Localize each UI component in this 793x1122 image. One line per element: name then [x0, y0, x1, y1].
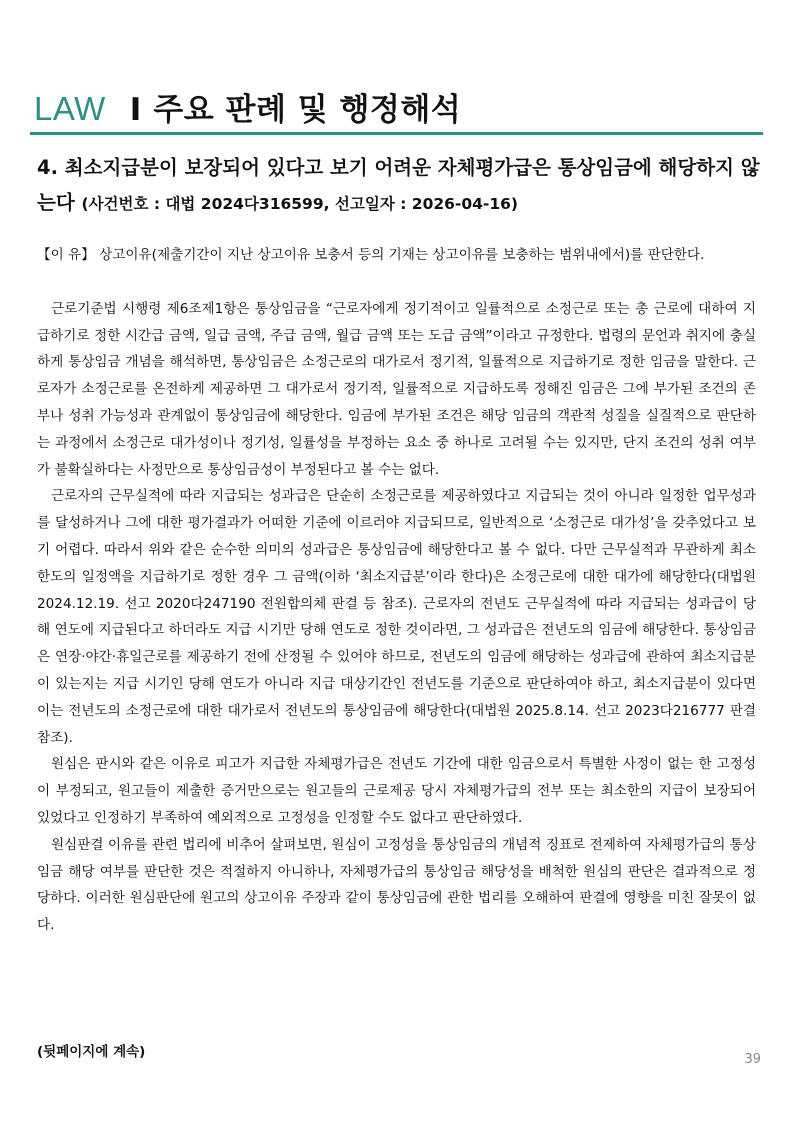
reason-label: 【이 유】	[37, 247, 95, 263]
case-title: 4. 최소지급분이 보장되어 있다고 보기 어려운 자체평가급은 통상임금에 해당하지 않는다	[37, 156, 760, 214]
page-number: 39	[744, 1052, 761, 1067]
body-paragraph-4: 원심판결 이유를 관련 법리에 비추어 살펴보면, 원심이 고정성을 통상임금의 개념적 징표로 전제하여 자체평가급의 통상임금 해당 여부를 판단한 것은 적절하지 아니하나, 자체평가급의 통상임금 해당성을 배척한 원심의 판단은 결과적으로 정당하다. 이러한 원심판단에 원고의 상고이유 주장과 같이 통상임금에 관한 법리를 오해하여 판결에 영향을 미친 잘못이 없다.	[37, 836, 756, 934]
reason-paragraph	[37, 242, 756, 269]
reason-text: 상고이유(제출기간이 지난 상고이유 보충서 등의 기재는 상고이유를 보충하는 범위내에서)를 판단한다.	[99, 247, 705, 263]
body-paragraph-2: 근로자의 근무실적에 따라 지급되는 성과급은 단순히 소정근로를 제공하였다고 지급되는 것이 아니라 일정한 업무성과를 달성하거나 그에 대한 평가결과가 어떠한 기준에 이르러야 지급되므로, 일반적으로 ‘소정근로 대가성’을 갖추었다고 보기 어렵다. 따라서 위와 같은 순수한 의미의 성과급은 통상임금에 해당한다고 볼 수 없다. 다만 근무실적과 무관하게 최소한도의 일정액을 지급하기로 정한 경우 그 금액(이하 ‘최소지급분’이라 한다)은 소정근로에 대한 대가에 해당한다(대법원 2024.12.19. 선고 2020다247190 전원합의체 판결 등 참조). 근로자의 전년도 근무실적에 따라 지급되는 성과급이 당해 연도에 지급된다고 하더라도 지급 시기만 당해 연도로 정한 것이라면, 그 성과급은 전년도의 임금에 해당한다. 통상임금은 연장·야간·휴일근로를 제공하기 전에 산정될 수 있어야 하므로, 전년도의 임금에 해당하는 성과급에 관하여 최소지급분이 있는지는 지급 시기인 당해 연도가 아니라 지급 대상기간인 전년도를 기준으로 판단하여야 하고, 최소지급분이 있다면 이는 전년도의 소정근로에 대한 대가로서 전년도의 통상임금에 해당한다(대법원 2025.8.14. 선고 2023다216777 판결 참조).	[37, 488, 756, 746]
article-body	[37, 242, 756, 939]
body-paragraph-1: 근로기준법 시행령 제6조제1항은 통상임금을 “근로자에게 정기적이고 일률적으로 소정근로 또는 총 근로에 대하여 지급하기로 정한 시간급 금액, 일급 금액, 주급 금액, 월급 금액 또는 도급 금액”이라고 규정한다. 법령의 문언과 취지에 충실하게 통상임금 개념을 해석하면, 통상임금은 소정근로의 대가로서 정기적, 일률적으로 지급하기로 정한 임금을 말한다. 근로자가 소정근로를 온전하게 제공하면 그 대가로서 정기적, 일률적으로 지급하도록 정해진 임금은 그에 부가된 조건의 존부나 성취 가능성과 관계없이 통상임금에 해당한다. 임금에 부가된 조건은 해당 임금의 객관적 성질을 실질적으로 판단하는 과정에서 소정근로 대가성이나 정기성, 일률성을 부정하는 요소 중 하나로 고려될 수는 있지만, 단지 조건의 성취 여부가 불확실하다는 사정만으로 통상임금성이 부정된다고 볼 수는 없다.	[37, 300, 756, 478]
continued-note: (뒷페이지에 계속)	[37, 1044, 146, 1060]
body-paragraph-3: 원심은 판시와 같은 이유로 피고가 지급한 자체평가급은 전년도 기간에 대한 임금으로서 특별한 사정이 없는 한 고정성이 부정되고, 원고들이 제출한 증거만으로는 원고들의 근로제공 당시 자체평가급의 전부 또는 최소한의 지급이 보장되어 있었다고 인정하기 부족하여 예외적으로 고정성을 인정할 수도 없다고 판단하였다.	[37, 756, 756, 826]
header-divider	[30, 132, 763, 135]
case-heading	[37, 150, 762, 222]
header-separator: I	[129, 92, 142, 128]
section-header	[34, 84, 764, 130]
page-title: 주요 판례 및 행정해석	[153, 92, 462, 128]
case-meta: (사건번호 : 대법 2024다316599, 선고일자 : 2026-04-16)	[81, 195, 519, 213]
category-label: LAW	[34, 90, 106, 127]
